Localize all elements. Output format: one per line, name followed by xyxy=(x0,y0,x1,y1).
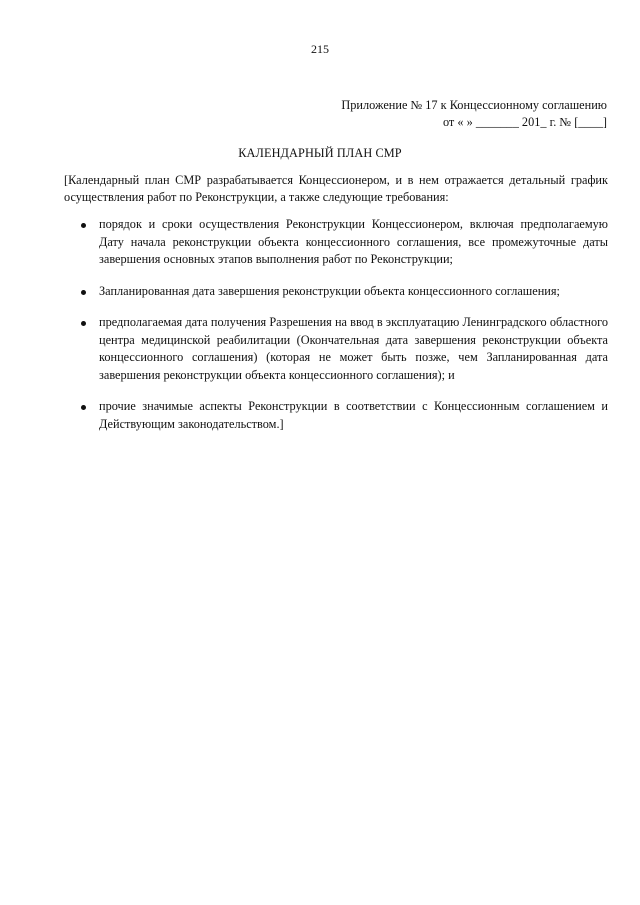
list-item xyxy=(64,314,608,384)
bullet-icon xyxy=(81,290,86,295)
intro-paragraph: [Календарный план СМР разрабатывается Концессионером, и в нем отражается детальный график осуществления работ по Реконструкции, а также следующие требования: xyxy=(64,173,608,204)
list-item-text: порядок и сроки осуществления Реконструкции Концессионером, включая предполагаемую Дату начала реконструкции объекта концессионного соглашения, все промежуточные даты завершения основных этапов выполнения работ по Реконструкции; xyxy=(99,217,608,266)
appendix-reference xyxy=(341,97,607,131)
list-item xyxy=(64,398,608,433)
list-item-text: прочие значимые аспекты Реконструкции в соответствии с Концессионным соглашением и Действующим законодательством.] xyxy=(99,399,608,431)
bullet-icon xyxy=(81,405,86,410)
document-title: КАЛЕНДАРНЫЙ ПЛАН СМР xyxy=(238,146,402,160)
appendix-line-2: от « » _______ 201_ г. № [____] xyxy=(442,115,607,129)
bullet-icon xyxy=(81,223,86,228)
appendix-line-1: Приложение № 17 к Концессионному соглашению xyxy=(341,98,607,112)
page-number: 215 xyxy=(311,42,329,56)
bullet-icon xyxy=(81,321,86,326)
list-item xyxy=(64,216,608,269)
list-item-text: Запланированная дата завершения реконструкции объекта концессионного соглашения; xyxy=(99,283,560,298)
list-item xyxy=(64,283,608,301)
requirements-list xyxy=(64,216,608,447)
list-item-text: предполагаемая дата получения Разрешения на ввод в эксплуатацию Ленинградского областного центра медицинской реабилитации (Окончательная дата завершения реконструкции объекта концессионного соглашения) (которая не может быть позже, чем Запланированная дата завершения реконструкции объекта концессионного соглашения); и xyxy=(99,315,608,382)
